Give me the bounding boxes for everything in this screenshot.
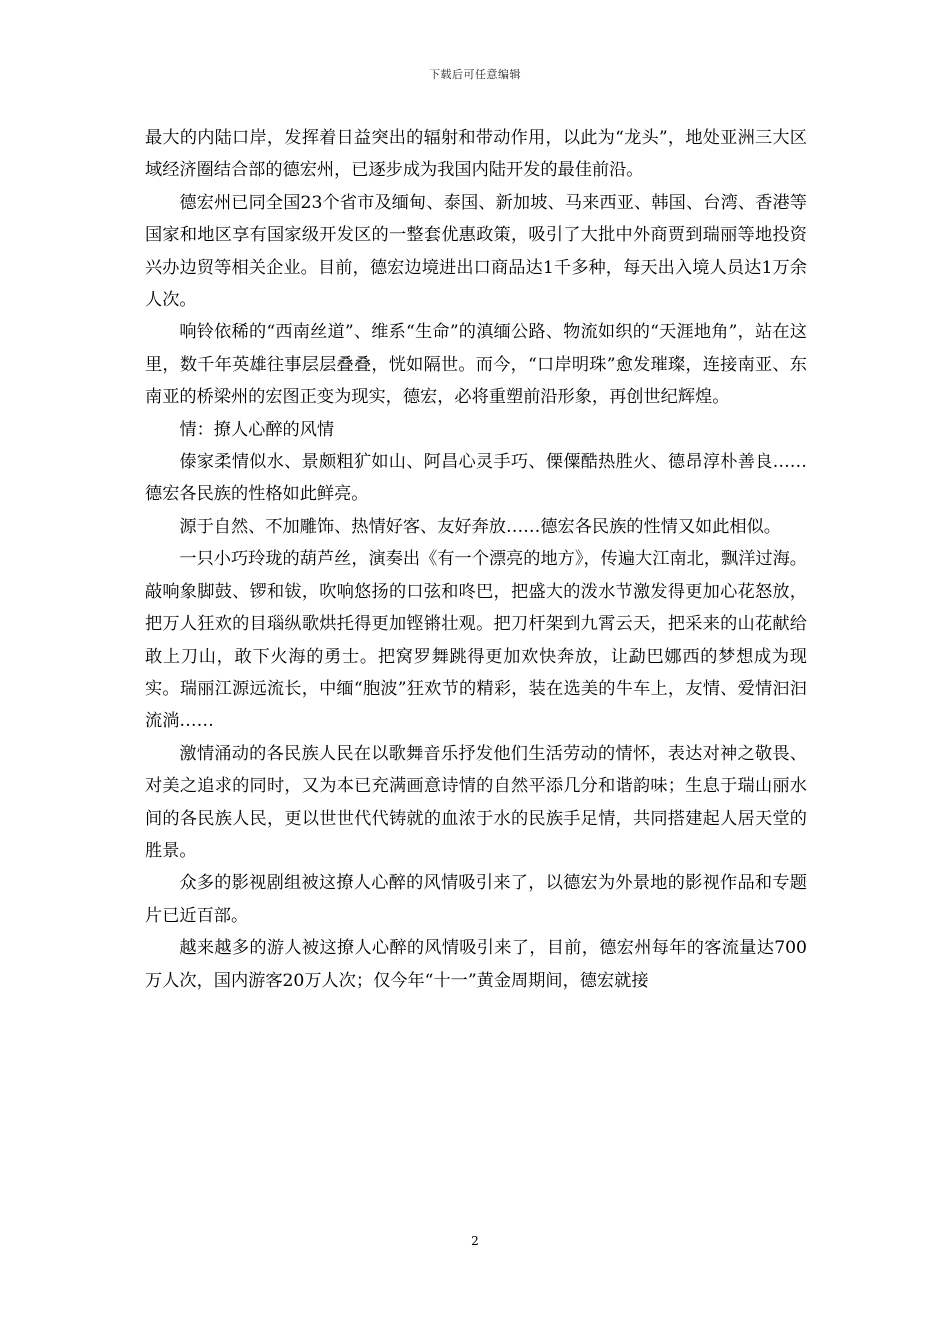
paragraph: 激情涌动的各民族人民在以歌舞音乐抒发他们生活劳动的情怀，表达对神之敬畏、对美之追求的同时，又为本已充满画意诗情的自然平添几分和谐韵味；生息于瑞山丽水间的各民族人民，更以世世代代铸就的血浓于水的民族手足情，共同搭建起人居天堂的胜景。 bbox=[145, 743, 807, 861]
paragraph: 源于自然、不加雕饰、热情好客、友好奔放……德宏各民族的性情又如此相似。 bbox=[179, 516, 781, 537]
section-heading: 情：撩人心醉的风情 bbox=[179, 419, 335, 440]
page-header: 下载后可任意编辑 bbox=[429, 68, 521, 81]
page-number: 2 bbox=[471, 1234, 479, 1248]
paragraph: 德宏州已同全国23个省市及缅甸、泰国、新加坡、马来西亚、韩国、台湾、香港等国家和地区享有国家级开发区的一整套优惠政策，吸引了大批中外商贾到瑞丽等地投资兴办边贸等相关企业。目前，德宏边境进出口商品达1千多种，每天出入境人员达1万余人次。 bbox=[145, 192, 807, 311]
document-body bbox=[145, 122, 807, 997]
paragraph: 众多的影视剧组被这撩人心醉的风情吸引来了，以德宏为外景地的影视作品和专题片已近百部。 bbox=[145, 873, 807, 926]
paragraph: 一只小巧玲珑的葫芦丝，演奏出《有一个漂亮的地方》，传遍大江南北，飘洋过海。敲响象脚鼓、锣和钹，吹响悠扬的口弦和咚巴，把盛大的泼水节激发得更加心花怒放，把万人狂欢的目瑙纵歌烘托得更加铿锵壮观。把刀杆架到九霄云天，把采来的山花献给敢上刀山，敢下火海的勇士。把窝罗舞跳得更加欢快奔放，让勐巴娜西的梦想成为现实。瑞丽江源远流长，中缅“胞波”狂欢节的精彩，装在选美的牛车上，友情、爱情汩汩流淌…… bbox=[145, 549, 807, 732]
paragraph-continued: 最大的内陆口岸，发挥着日益突出的辐射和带动作用，以此为“龙头”，地处亚洲三大区域经济圈结合部的德宏州，已逐步成为我国内陆开发的最佳前沿。 bbox=[145, 128, 807, 181]
paragraph: 傣家柔情似水、景颇粗犷如山、阿昌心灵手巧、傈僳酷热胜火、德昂淳朴善良……德宏各民族的性格如此鲜亮。 bbox=[145, 452, 807, 505]
paragraph: 响铃依稀的“西南丝道”、维系“生命”的滇缅公路、物流如织的“天涯地角”，站在这里，数千年英雄往事层层叠叠，恍如隔世。而今，“口岸明珠”愈发璀璨，连接南亚、东南亚的桥梁州的宏图正变为现实，德宏，必将重塑前沿形象，再创世纪辉煌。 bbox=[145, 322, 807, 408]
paragraph: 越来越多的游人被这撩人心醉的风情吸引来了，目前，德宏州每年的客流量达700万人次，国内游客20万人次；仅今年“十一”黄金周期间，德宏就接 bbox=[145, 938, 807, 991]
